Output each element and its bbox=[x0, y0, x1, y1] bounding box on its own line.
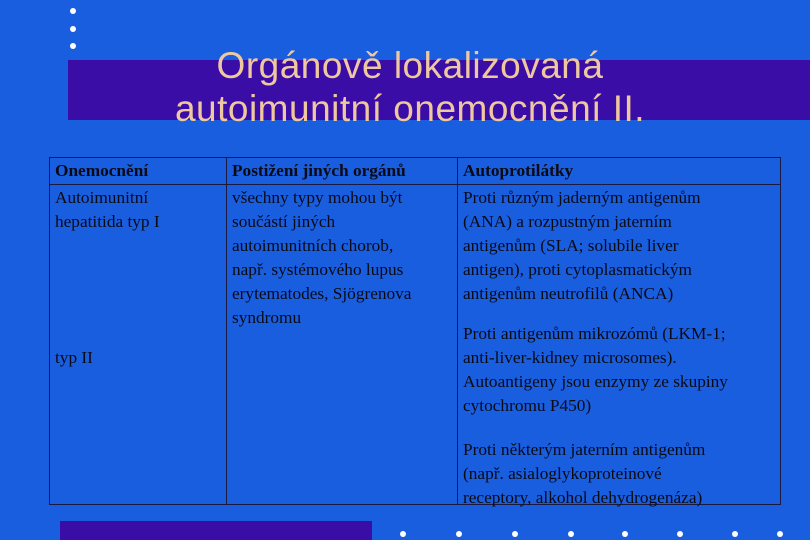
cell-line: Proti některým jaterním antigenům bbox=[463, 440, 706, 459]
disease-table bbox=[49, 157, 781, 505]
cell-line: erytematodes, Sjögrenova bbox=[232, 284, 412, 303]
header-other-organs: Postižení jiných orgánů bbox=[232, 161, 406, 180]
bullet-dot bbox=[456, 531, 462, 537]
bullet-dot bbox=[622, 531, 628, 537]
cell-line: (např. asialoglykoproteinové bbox=[463, 464, 662, 483]
cell-line: syndromu bbox=[232, 308, 302, 327]
bullet-dot bbox=[777, 531, 783, 537]
cell-autoantibodies-block2 bbox=[463, 322, 776, 418]
cell-line: anti-liver-kidney microsomes). bbox=[463, 348, 677, 367]
title-line-2: autoimunitní onemocnění II. bbox=[174, 88, 646, 129]
cell-line: autoimunitních chorob, bbox=[232, 236, 394, 255]
cell-line: antigenům neutrofilů (ANCA) bbox=[463, 284, 674, 303]
cell-line: antigenům (SLA; solubile liver bbox=[463, 236, 679, 255]
cell-disease-type1 bbox=[55, 186, 222, 234]
column-disease bbox=[50, 158, 227, 504]
cell-line: receptory, alkohol dehydrogenáza) bbox=[463, 488, 703, 507]
cell-line: např. systémového lupus bbox=[232, 260, 404, 279]
cell-line: Autoimunitní bbox=[55, 188, 149, 207]
cell-line: cytochromu P450) bbox=[463, 396, 592, 415]
cell-line: součástí jiných bbox=[232, 212, 336, 231]
cell-line: antigen), proti cytoplasmatickým bbox=[463, 260, 692, 279]
cell-autoantibodies-block3 bbox=[463, 438, 776, 510]
cell-line: hepatitida typ I bbox=[55, 212, 160, 231]
column-autoantibodies bbox=[458, 158, 780, 507]
cell-line: Proti různým jaderným antigenům bbox=[463, 188, 701, 207]
cell-other-organs bbox=[232, 186, 453, 330]
cell-line: všechny typy mohou být bbox=[232, 188, 403, 207]
bullet-dot bbox=[677, 531, 683, 537]
bullet-dot bbox=[70, 26, 76, 32]
cell-autoantibodies-block1 bbox=[463, 186, 776, 306]
slide-title bbox=[60, 44, 760, 130]
bottom-band bbox=[60, 521, 372, 540]
cell-line: typ II bbox=[55, 348, 93, 367]
bullet-dot bbox=[512, 531, 518, 537]
title-line-1: Orgánově lokalizovaná bbox=[216, 45, 604, 86]
header-autoantibodies: Autoprotilátky bbox=[463, 161, 574, 180]
bullet-dot bbox=[568, 531, 574, 537]
bullet-dot bbox=[70, 8, 76, 14]
cell-line: Proti antigenům mikrozómů (LKM-1; bbox=[463, 324, 726, 343]
bullet-dot bbox=[732, 531, 738, 537]
column-other-organs bbox=[227, 158, 458, 504]
cell-line: (ANA) a rozpustným jaterním bbox=[463, 212, 672, 231]
cell-disease-type2 bbox=[55, 346, 222, 370]
cell-line: Autoantigeny jsou enzymy ze skupiny bbox=[463, 372, 728, 391]
header-disease: Onemocnění bbox=[55, 161, 149, 180]
bullet-dot bbox=[400, 531, 406, 537]
